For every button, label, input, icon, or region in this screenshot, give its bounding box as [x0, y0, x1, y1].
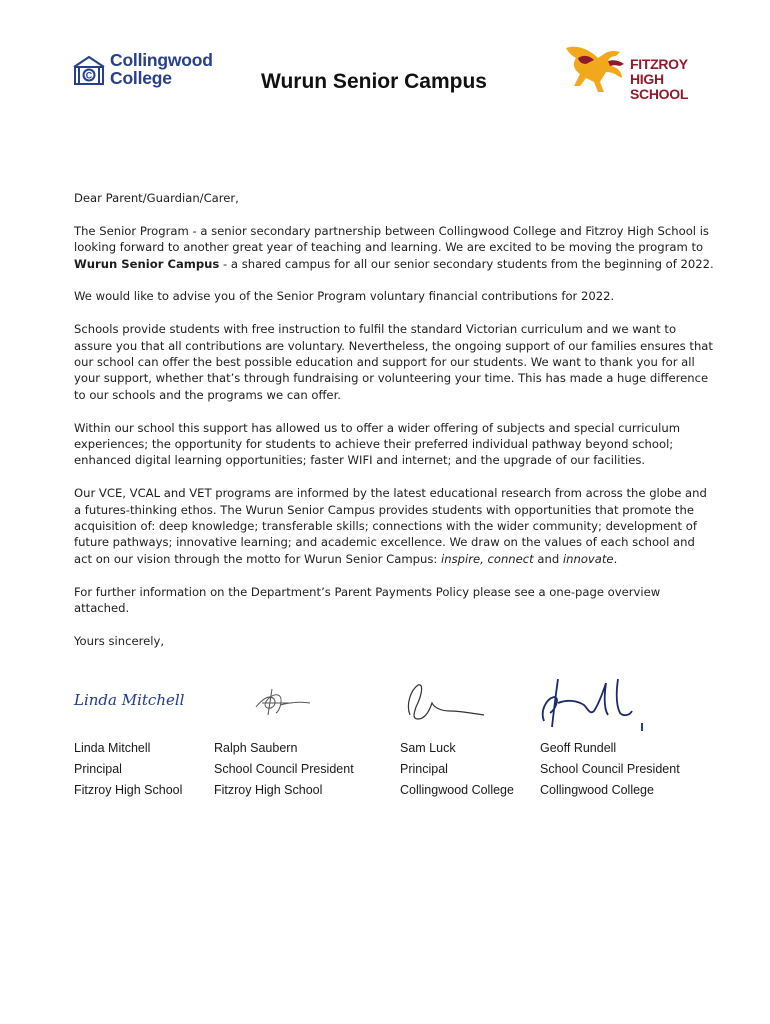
signature-linda-mitchell	[72, 681, 207, 717]
collingwood-logo-line1: Collingwood	[110, 50, 213, 70]
motto-innovate: innovate	[562, 551, 614, 566]
collingwood-emblem-icon	[71, 54, 107, 88]
signatory-school: Collingwood College	[400, 783, 514, 797]
paragraph-2: We would like to advise you of the Senior Program voluntary financial contributions for 2022.	[74, 289, 615, 304]
paragraph-1	[74, 223, 714, 272]
signature-ralph-saubern	[248, 685, 318, 719]
pegasus-icon	[564, 42, 630, 94]
salutation: Dear Parent/Guardian/Carer,	[74, 191, 239, 205]
paragraph-3: Schools provide students with free instruction to fulfil the standard Victorian curriculum and we want to assure you that all contributions are voluntary. Nevertheless, the ongoing support of our families ensures that our school can offer the best possible education and support for our students. We want to thank you for all your support, whether that’s through fundraising or volunteering your time. This has made a huge difference to our schools and the programs we can offer.	[74, 322, 713, 402]
collingwood-college-logo	[71, 52, 231, 92]
paragraph-5-end: .	[613, 551, 618, 566]
paragraph-5	[74, 485, 714, 567]
signatory-school: Collingwood College	[540, 783, 654, 797]
paragraph-1-text-b: - a shared campus for all our senior secondary students from the beginning of 2022.	[219, 256, 714, 271]
paragraph-6: For further information on the Department’s Parent Payments Policy please see a one-page overview attached.	[74, 584, 661, 616]
signature-ralph-image	[248, 685, 318, 719]
signatory-role: School Council President	[540, 762, 680, 776]
paragraph-5-text: Our VCE, VCAL and VET programs are informed by the latest educational research from across the globe and a futures-thinking ethos. The Wurun Senior Campus provides students with opportunities that promote the acquisition of: deep knowledge; transferable skills; connections with the wider community; development of future pathways; innovative learning; and academic excellence. We draw on the values of each school and act on our vision through the motto for Wurun Senior Campus:	[74, 486, 707, 566]
collingwood-logo-line2: College	[110, 68, 172, 88]
signatory-name: Ralph Saubern	[214, 741, 298, 755]
signatory-role: Principal	[74, 762, 122, 776]
signatory-3	[400, 738, 514, 801]
signatory-school: Fitzroy High School	[74, 783, 183, 797]
signature-linda-mitchell-image	[72, 681, 207, 717]
signatures-section	[0, 675, 770, 805]
signatory-role: School Council President	[214, 762, 354, 776]
collingwood-logo-text	[110, 51, 213, 87]
signatory-name: Linda Mitchell	[74, 741, 151, 755]
motto-and: and	[533, 551, 563, 566]
fitzroy-high-school-logo	[564, 42, 714, 102]
letter-body	[74, 190, 714, 666]
fitzroy-logo-line1: FITZROY	[630, 56, 688, 72]
fitzroy-logo-line2: HIGH SCHOOL	[630, 71, 689, 102]
signatory-role: Principal	[400, 762, 448, 776]
signature-geoff-image	[538, 675, 648, 731]
signatory-4	[540, 738, 680, 801]
paragraph-1-text-a: The Senior Program - a senior secondary partnership between Collingwood College and Fitzroy High School is looking forward to another great year of teaching and learning. We are excited to be moving the program to	[74, 223, 709, 255]
signatory-1	[74, 738, 182, 801]
signatory-school: Fitzroy High School	[214, 783, 323, 797]
paragraph-4: Within our school this support has allowed us to offer a wider offering of subjects and special curriculum experiences; the opportunity for students to achieve their preferred individual pathway beyond school; enhanced digital learning opportunities; faster WIFI and internet; and the upgrade of our facilities.	[74, 420, 681, 468]
page-title: Wurun Senior Campus	[261, 70, 487, 93]
signatory-name: Geoff Rundell	[540, 741, 617, 755]
signature-geoff-rundell	[538, 675, 648, 731]
motto-inspire-connect: inspire, connect	[441, 551, 534, 566]
closing: Yours sincerely,	[74, 633, 165, 648]
signatory-name: Sam Luck	[400, 741, 456, 755]
campus-name-bold: Wurun Senior Campus	[74, 256, 220, 271]
fitzroy-logo-text	[630, 57, 714, 102]
signature-sam-image	[400, 681, 490, 723]
signature-sam-luck	[400, 681, 490, 723]
signatory-2	[214, 738, 354, 801]
signature-linda-script: Linda Mitchell	[74, 691, 185, 709]
svg-text:C: C	[85, 70, 93, 81]
